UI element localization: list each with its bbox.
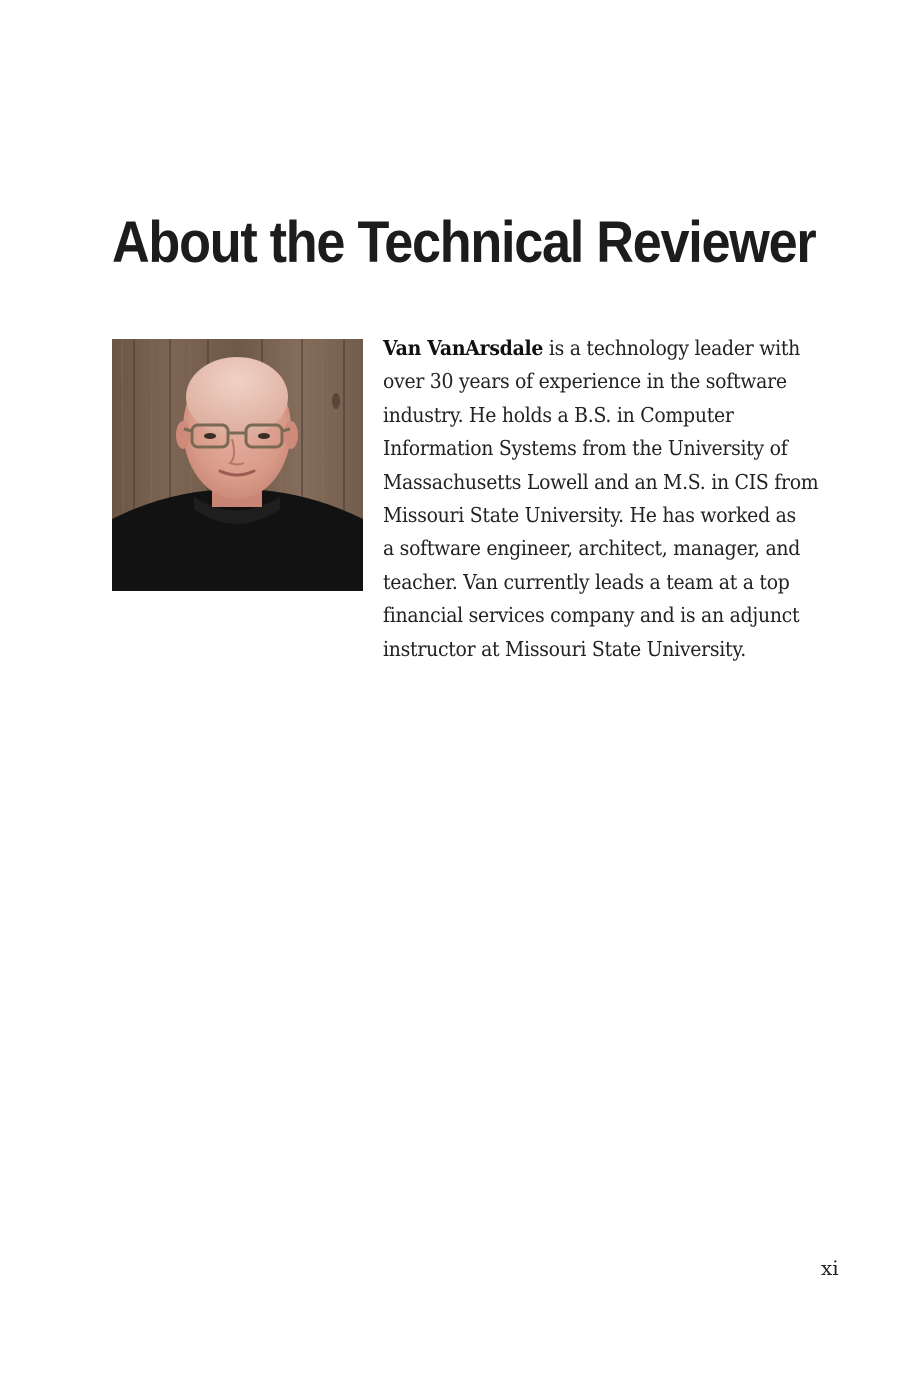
bio-line: Information Systems from the University of <box>383 436 788 461</box>
bio-line-1 <box>383 332 806 365</box>
bio-line: over 30 years of experience in the software <box>383 369 787 394</box>
reviewer-bio <box>383 332 843 666</box>
reviewer-portrait-photo <box>112 339 363 591</box>
bio-line: Missouri State University. He has worked as <box>383 503 796 528</box>
bio-line: a software engineer, architect, manager, and <box>383 536 801 561</box>
page-number: xi <box>821 1256 839 1280</box>
bio-intro-text: is a technology leader with <box>543 336 801 360</box>
bio-line: financial services company and is an adjunct <box>383 603 800 628</box>
bio-line: industry. He holds a B.S. in Computer <box>383 402 734 427</box>
bio-line: instructor at Missouri State University. <box>383 636 746 661</box>
bio-line: Massachusetts Lowell and an M.S. in CIS from <box>383 469 819 494</box>
page-title: About the Technical Reviewer <box>112 210 816 275</box>
bio-line: teacher. Van currently leads a team at a top <box>383 569 790 594</box>
reviewer-name: Van VanArsdale <box>383 336 544 360</box>
